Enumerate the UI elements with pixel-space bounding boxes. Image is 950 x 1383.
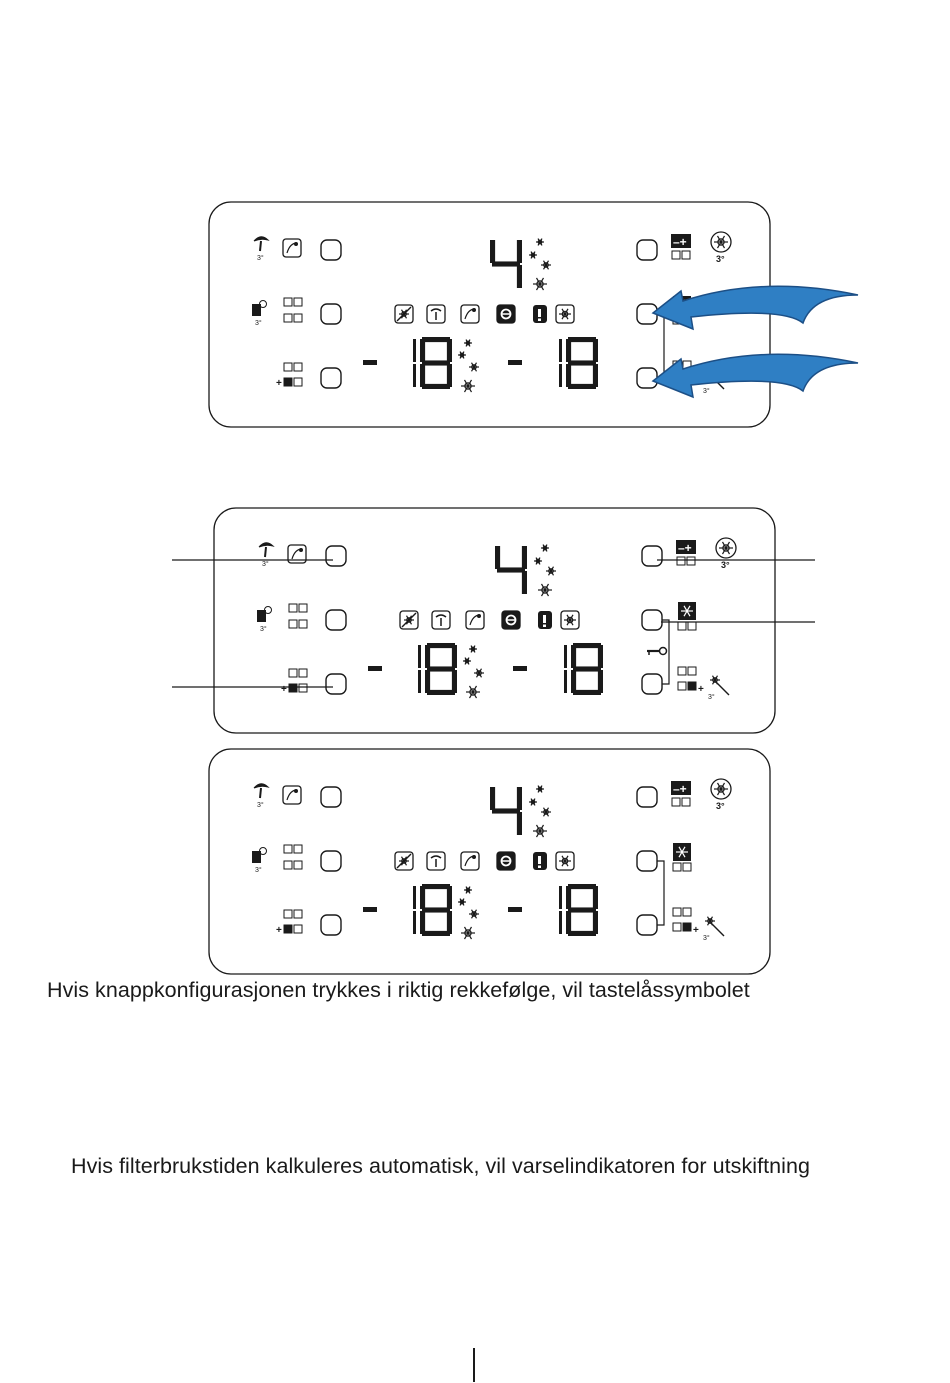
snowflake-icon — [458, 899, 466, 906]
svg-text:3°: 3° — [257, 802, 264, 809]
segment-d — [568, 384, 596, 389]
left-temp-digit-2 — [425, 643, 457, 695]
indicator-square — [682, 798, 690, 806]
svg-text:–+: –+ — [678, 541, 692, 555]
indicator-square — [687, 557, 695, 565]
quick-fridge-icon — [283, 239, 301, 257]
segment-d — [573, 690, 601, 695]
vacation-button[interactable] — [321, 787, 341, 807]
indicator-square — [299, 669, 307, 677]
vacation-icon — [254, 237, 268, 262]
minus-sign — [508, 360, 522, 365]
segment-b — [522, 546, 527, 569]
svg-text:3°: 3° — [703, 388, 710, 395]
snowflake-icon — [536, 786, 544, 793]
fridge-temp-digit — [490, 787, 522, 835]
svg-text:3°: 3° — [716, 254, 725, 264]
indicator-square — [289, 620, 297, 628]
indicator-square — [299, 620, 307, 628]
indicator-square — [289, 604, 297, 612]
panel-3-svg — [0, 742, 950, 982]
vacation-icon — [254, 784, 268, 809]
indicator-square — [683, 923, 691, 931]
plus-sign: + — [276, 378, 282, 389]
left-temp-digit-2 — [420, 337, 452, 389]
vacation-button[interactable] — [326, 546, 346, 566]
indicator-square — [289, 669, 297, 677]
indicator-square — [294, 861, 302, 869]
svg-text:3°: 3° — [721, 560, 730, 570]
snowflake-icon — [546, 567, 556, 576]
segment-b — [593, 339, 598, 362]
segment-a — [422, 337, 450, 342]
segment-b — [413, 339, 416, 362]
ice-cube-icon — [257, 607, 272, 634]
segment-f — [420, 339, 425, 362]
quick-fridge-icon — [461, 305, 479, 323]
segment-c — [522, 571, 527, 594]
segment-e — [420, 364, 425, 387]
snowflake-icon — [474, 669, 484, 678]
svg-text:3°: 3° — [255, 867, 262, 874]
segment-c — [593, 364, 598, 387]
wand-icon — [716, 682, 729, 695]
panel-2-svg — [0, 501, 950, 741]
vacation-icon — [427, 305, 445, 323]
indicator-square — [673, 923, 681, 931]
snowflake-icon — [705, 917, 715, 926]
freezer-temp-button[interactable] — [326, 674, 346, 694]
eco-mode-button[interactable] — [637, 851, 657, 871]
segment-c — [413, 364, 416, 387]
snowflake-icon — [529, 799, 537, 806]
segment-a — [422, 884, 450, 889]
eco-icon — [497, 852, 515, 870]
segment-b — [413, 886, 416, 909]
segment-b — [598, 645, 603, 668]
segment-e — [420, 911, 425, 934]
indicator-square — [672, 798, 680, 806]
segment-b — [418, 645, 421, 668]
indicator-square — [284, 861, 292, 869]
segment-b — [593, 886, 598, 909]
quick-freeze-button[interactable] — [642, 674, 662, 694]
svg-text:–+: –+ — [673, 235, 687, 249]
pointer-arrow-upper — [653, 286, 858, 329]
snowflake-icon — [714, 236, 728, 248]
snowflake-icon — [461, 927, 475, 939]
fridge-temp-button[interactable] — [642, 546, 662, 566]
vacation-icon — [427, 852, 445, 870]
segment-b — [517, 240, 522, 263]
fridge-temp-button[interactable] — [637, 240, 657, 260]
segment-d — [422, 384, 450, 389]
svg-text:3°: 3° — [703, 935, 710, 942]
snowflake-icon — [710, 676, 720, 685]
snowflake-icon — [458, 352, 466, 359]
snowflake-icon — [536, 239, 544, 246]
segment-e — [571, 670, 576, 693]
snowflake-icon — [466, 686, 480, 698]
svg-text:3°: 3° — [257, 255, 264, 262]
left-temp-digit-1 — [413, 886, 416, 934]
indicator-square — [673, 863, 681, 871]
segment-c — [418, 670, 421, 693]
indicator-square — [294, 378, 302, 386]
left-temp-digit-2 — [420, 884, 452, 936]
segment-e — [425, 670, 430, 693]
super-freeze-icon — [395, 852, 413, 870]
eco-icon — [502, 611, 520, 629]
indicator-square — [294, 845, 302, 853]
ice-button[interactable] — [321, 304, 341, 324]
indicator-square — [284, 910, 292, 918]
segment-d — [427, 690, 455, 695]
snowflake-icon — [719, 542, 733, 554]
indicator-square — [299, 684, 307, 692]
super-freeze-icon — [400, 611, 418, 629]
indicator-square — [672, 251, 680, 259]
segment-g — [568, 907, 596, 912]
eco-mode-button[interactable] — [642, 610, 662, 630]
key-lock-icon — [647, 648, 667, 656]
svg-text:3°: 3° — [262, 561, 269, 568]
minus-sign — [368, 666, 382, 671]
snowflake-icon — [714, 783, 728, 795]
indicator-square — [683, 863, 691, 871]
svg-text:3°: 3° — [260, 626, 267, 633]
key-lock-note: Hvis knappkonfigurasjonen trykkes i riktig rekkefølge, vil tastelåssymbolet — [47, 978, 750, 1002]
segment-c — [559, 364, 562, 387]
freezer-temp-digit-2 — [571, 643, 603, 695]
indicator-square — [284, 298, 292, 306]
plus-sign: + — [281, 684, 287, 695]
snowflake-icon — [541, 808, 551, 817]
vacation-button[interactable] — [321, 240, 341, 260]
freezer-temp-digit-1 — [564, 645, 567, 693]
segment-b — [447, 886, 452, 909]
indicator-square — [678, 667, 686, 675]
indicator-square — [294, 314, 302, 322]
segment-c — [447, 364, 452, 387]
indicator-square — [294, 298, 302, 306]
indicator-square — [284, 845, 292, 853]
indicator-square — [678, 622, 686, 630]
fan-icon — [556, 305, 574, 323]
indicator-square — [294, 925, 302, 933]
segment-g — [568, 360, 596, 365]
segment-c — [413, 911, 416, 934]
control-panel-1 — [0, 195, 950, 435]
ice-button[interactable] — [321, 851, 341, 871]
segment-c — [517, 265, 522, 288]
indicator-square — [688, 667, 696, 675]
ice-cube-icon — [252, 301, 267, 328]
panel-1-svg — [0, 195, 950, 435]
indicator-square — [284, 925, 292, 933]
quick-fridge-icon — [283, 786, 301, 804]
left-temp-digit-1 — [413, 339, 416, 387]
super-freeze-icon — [395, 305, 413, 323]
quick-fridge-icon — [461, 852, 479, 870]
svg-text:3°: 3° — [708, 694, 715, 701]
segment-d — [568, 931, 596, 936]
segment-c — [593, 911, 598, 934]
control-panel-2 — [0, 501, 950, 741]
segment-f — [566, 339, 571, 362]
indicator-square — [683, 908, 691, 916]
segment-c — [559, 911, 562, 934]
minus-sign — [513, 666, 527, 671]
segment-c — [447, 911, 452, 934]
indicator-square — [688, 622, 696, 630]
segment-e — [566, 911, 571, 934]
indicator-square — [284, 378, 292, 386]
segment-c — [564, 670, 567, 693]
segment-b — [452, 645, 457, 668]
snowflake-icon — [464, 887, 472, 894]
snowflake-icon — [464, 340, 472, 347]
segment-f — [490, 787, 495, 810]
filter-note: Hvis filterbrukstiden kalkuleres automatisk, vil varselindikatoren for utskiftning — [71, 1154, 810, 1178]
minus-sign — [363, 360, 377, 365]
segment-g — [492, 261, 520, 266]
segment-f — [490, 240, 495, 263]
quick-freeze-button[interactable] — [637, 915, 657, 935]
snowflake-icon — [534, 558, 542, 565]
quick-fridge-icon — [466, 611, 484, 629]
indicator-square — [682, 251, 690, 259]
plus-sign: + — [698, 684, 704, 695]
plus-sign: + — [276, 925, 282, 936]
freezer-temp-button[interactable] — [321, 915, 341, 935]
key-lock-bracket — [662, 620, 669, 684]
plus-sign: + — [693, 925, 699, 936]
freezer-temp-button[interactable] — [321, 368, 341, 388]
indicator-square — [289, 684, 297, 692]
fan-icon — [556, 852, 574, 870]
segment-g — [422, 360, 450, 365]
snowflake-icon — [469, 363, 479, 372]
segment-c — [452, 670, 457, 693]
quick-freeze-button[interactable] — [637, 368, 657, 388]
indicator-square — [299, 604, 307, 612]
indicator-square — [284, 363, 292, 371]
segment-b — [447, 339, 452, 362]
snowflake-icon — [533, 278, 547, 290]
snowflake-icon — [564, 615, 576, 625]
svg-text:3°: 3° — [255, 320, 262, 327]
segment-b — [559, 886, 562, 909]
segment-a — [427, 643, 455, 648]
segment-f — [566, 886, 571, 909]
segment-f — [495, 546, 500, 569]
left-temp-digit-1 — [418, 645, 421, 693]
ice-button[interactable] — [326, 610, 346, 630]
snowflake-icon — [469, 646, 477, 653]
segment-f — [420, 886, 425, 909]
vacation-icon — [432, 611, 450, 629]
segment-g — [573, 666, 601, 671]
key-lock-bracket — [657, 314, 664, 378]
indicator-square — [284, 314, 292, 322]
segment-f — [425, 645, 430, 668]
snowflake-icon — [463, 658, 471, 665]
indicator-square — [678, 682, 686, 690]
segment-g — [492, 808, 520, 813]
segment-g — [422, 907, 450, 912]
segment-b — [559, 339, 562, 362]
segment-d — [422, 931, 450, 936]
freezer-temp-digit-1 — [559, 339, 562, 387]
snowflake-icon — [559, 856, 571, 866]
segment-g — [427, 666, 455, 671]
snowflake-icon — [533, 825, 547, 837]
control-panel-3 — [0, 742, 950, 982]
snowflake-icon — [469, 910, 479, 919]
snowflake-icon — [541, 261, 551, 270]
indicator-square — [294, 910, 302, 918]
fan-icon — [561, 611, 579, 629]
freezer-temp-digit-2 — [566, 337, 598, 389]
fridge-temp-button[interactable] — [637, 787, 657, 807]
svg-text:3°: 3° — [716, 801, 725, 811]
indicator-square — [677, 557, 685, 565]
wand-icon — [711, 923, 724, 936]
snowflake-icon — [529, 252, 537, 259]
snowflake-icon — [461, 380, 475, 392]
minus-sign — [508, 907, 522, 912]
segment-a — [568, 337, 596, 342]
fridge-temp-digit — [490, 240, 522, 288]
segment-f — [571, 645, 576, 668]
page-number-bar — [473, 1348, 475, 1382]
segment-e — [566, 364, 571, 387]
indicator-square — [673, 908, 681, 916]
snowflake-icon — [538, 584, 552, 596]
key-lock-bracket — [657, 861, 664, 925]
eco-icon — [497, 305, 515, 323]
fridge-temp-digit — [495, 546, 527, 594]
minus-sign — [363, 907, 377, 912]
segment-g — [497, 567, 525, 572]
freezer-temp-digit-2 — [566, 884, 598, 936]
snowflake-icon — [559, 309, 571, 319]
freezer-temp-digit-1 — [559, 886, 562, 934]
segment-b — [564, 645, 567, 668]
vacation-icon — [259, 543, 273, 568]
segment-b — [517, 787, 522, 810]
segment-c — [517, 812, 522, 835]
indicator-square — [294, 363, 302, 371]
ice-cube-icon — [252, 848, 267, 875]
indicator-square — [688, 682, 696, 690]
segment-a — [568, 884, 596, 889]
svg-text:–+: –+ — [673, 782, 687, 796]
segment-c — [598, 670, 603, 693]
segment-a — [573, 643, 601, 648]
snowflake-icon — [541, 545, 549, 552]
